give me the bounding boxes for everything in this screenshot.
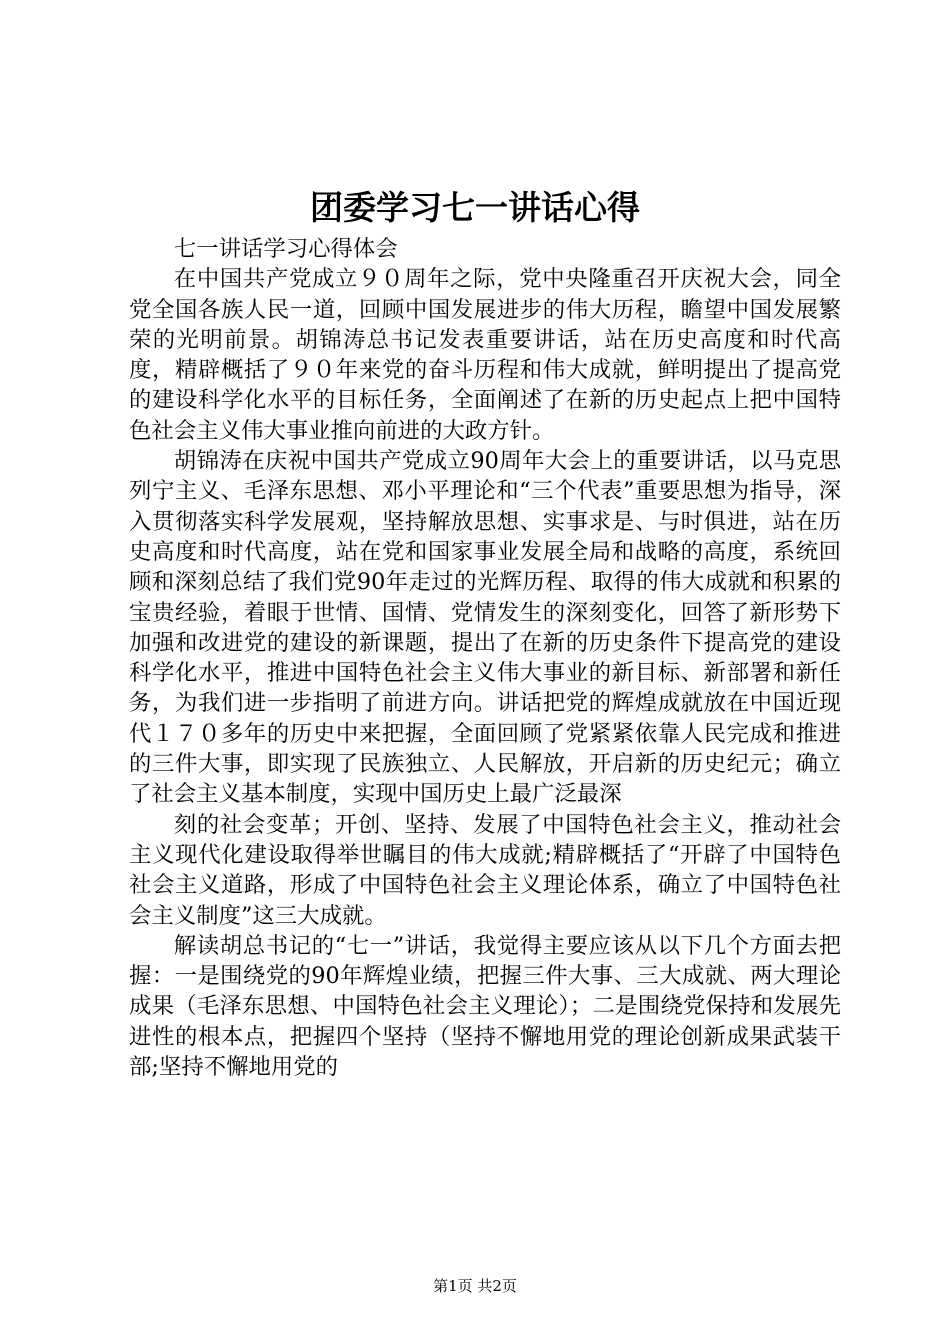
page-footer: 第1页 共2页 [433, 1277, 517, 1295]
paragraph-3: 刻的社会变革；开创、坚持、发展了中国特色社会主义，推动社会主义现代化建设取得举世瞩目的伟大成就;精辟概括了“开辟了中国特色社会主义道路，形成了中国特色社会主义理论体系，确立了中国特色社会主义制度”这三大成就。 [129, 811, 841, 929]
document-title: 团委学习七一讲话心得 [310, 188, 640, 227]
paragraph-4: 解读胡总书记的“七一”讲话，我觉得主要应该从以下几个方面去把握：一是围绕党的90年辉煌业绩，把握三件大事、三大成就、两大理论成果（毛泽东思想、中国特色社会主义理论）；二是围绕党保持和发展先进性的根本点，把握四个坚持（坚持不懈地用党的理论创新成果武装干部;坚持不懈地用党的 [129, 932, 841, 1081]
paragraph-1: 在中国共产党成立９０周年之际，党中央隆重召开庆祝大会，同全党全国各族人民一道，回顾中国发展进步的伟大历程，瞻望中国发展繁荣的光明前景。胡锦涛总书记发表重要讲话，站在历史高度和时代高度，精辟概括了９０年来党的奋斗历程和伟大成就，鲜明提出了提高党的建设科学化水平的目标任务，全面阐述了在新的历史起点上把中国特色社会主义伟大事业推向前进的大政方针。 [129, 266, 841, 444]
paragraph-2: 胡锦涛在庆祝中国共产党成立90周年大会上的重要讲话，以马克思列宁主义、毛泽东思想、邓小平理论和“三个代表”重要思想为指导，深入贯彻落实科学发展观，坚持解放思想、实事求是、与时俱进，站在历史高度和时代高度，站在党和国家事业发展全局和战略的高度，系统回顾和深刻总结了我们党90年走过的光辉历程、取得的伟大成就和积累的宝贵经验，着眼于世情、国情、党情发生的深刻变化，回答了新形势下加强和改进党的建设的新课题，提出了在新的历史条件下提高党的建设科学化水平，推进中国特色社会主义伟大事业的新目标、新部署和新任务，为我们进一步指明了前进方向。讲话把党的辉煌成就放在中国近现代１７０多年的历史中来把握，全面回顾了党紧紧依靠人民完成和推进的三件大事，即实现了民族独立、人民解放，开启新的历史纪元；确立了社会主义基本制度，实现中国历史上最广泛最深 [129, 448, 841, 808]
document-subtitle: 七一讲话学习心得体会 [173, 236, 398, 262]
document-body [129, 234, 841, 1082]
